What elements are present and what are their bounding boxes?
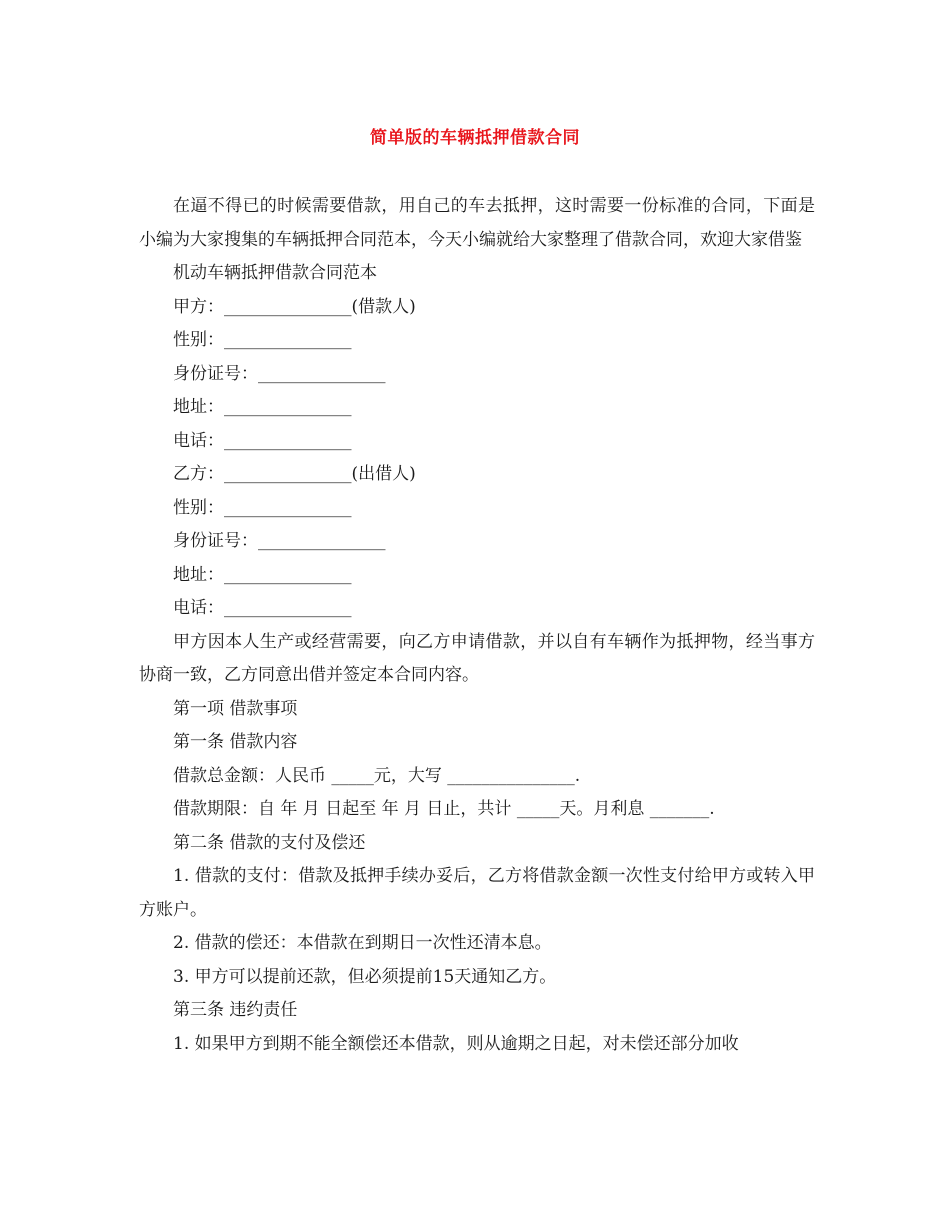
party-b-gender: 性别：_______________ (173, 497, 352, 518)
clause-item: 1. 如果甲方到期不能全额偿还本借款，则从逾期之日起，对未偿还部分加收 (173, 1033, 739, 1054)
clause-item: 2. 借款的偿还：本借款在到期日一次性还清本息。 (173, 933, 552, 953)
contract-heading: 机动车辆抵押借款合同范本 (173, 263, 377, 283)
party-b-name: 乙方：_______________(出借人) (173, 464, 416, 484)
party-b-address: 地址：_______________ (173, 564, 352, 585)
purpose-paragraph: 甲方因本人生产或经营需要，向乙方申请借款，并以自有车辆作为抵押物，经当事方协商一致，乙方同意出借并签定本合同内容。 (139, 631, 815, 685)
document-body (139, 190, 815, 1061)
article-heading: 第二条 借款的支付及偿还 (173, 832, 366, 853)
party-a-address: 地址：_______________ (173, 397, 352, 417)
clause-item: 1. 借款的支付：借款及抵押手续办妥后，乙方将借款金额一次性支付给甲方或转入甲方账户。 (139, 866, 815, 920)
party-b-phone: 电话：_______________ (173, 598, 352, 618)
party-a-phone: 电话：_______________ (173, 430, 352, 451)
intro-paragraph: 在逼不得已的时候需要借款，用自己的车去抵押，这时需要一份标准的合同，下面是小编为大家搜集的车辆抵押合同范本，今天小编就给大家整理了借款合同，欢迎大家借鉴 (139, 196, 815, 250)
section-heading: 第一项 借款事项 (173, 698, 298, 719)
article-heading: 第三条 违约责任 (173, 1000, 298, 1020)
party-b-id-number: 身份证号：_______________ (173, 531, 386, 551)
document-title: 简单版的车辆抵押借款合同 (370, 128, 580, 148)
party-a-id-number: 身份证号：_______________ (173, 363, 386, 384)
loan-amount-line: 借款总金额：人民币 _____元，大写 _______________. (173, 765, 581, 786)
party-a-name: 甲方：_______________(借款人) (173, 296, 416, 317)
loan-term-line: 借款期限：自 年 月 日起至 年 月 日止，共计 _____天。月利息 _______. (173, 799, 715, 819)
clause-item: 3. 甲方可以提前还款，但必须提前15天通知乙方。 (173, 966, 557, 987)
article-heading: 第一条 借款内容 (173, 732, 298, 752)
party-a-gender: 性别：_______________ (173, 330, 352, 350)
